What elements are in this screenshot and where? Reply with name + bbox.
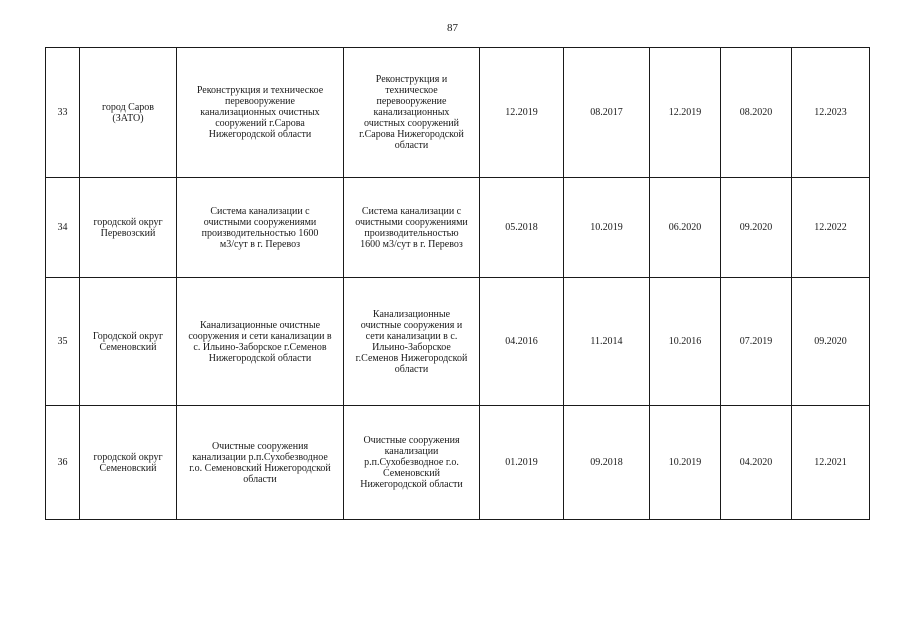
municipality-cell: Городской округ Семеновский [80,278,177,406]
date-cell: 07.2019 [721,278,792,406]
object-name-secondary-cell: Система канализации с очистными сооружениями производительностью 1600 м3/сут в г. Перевоз [344,178,480,278]
data-table [45,47,870,520]
date-cell: 08.2020 [721,48,792,178]
table-row [46,48,870,178]
object-name-secondary-cell: Очистные сооружения канализации р.п.Сухобезводное г.о. Семеновский Нижегородской области [344,406,480,520]
object-name-cell: Канализационные очистные сооружения и сети канализации в с. Ильино-Заборское г.Семенов Нижегородской области [177,278,344,406]
date-cell: 10.2019 [564,178,650,278]
date-cell: 04.2016 [480,278,564,406]
row-number-cell: 33 [46,48,80,178]
date-cell: 09.2018 [564,406,650,520]
date-cell: 10.2016 [650,278,721,406]
date-cell: 10.2019 [650,406,721,520]
object-name-secondary-cell: Канализационные очистные сооружения и сети канализации в с. Ильино-Заборское г.Семенов Нижегородской области [344,278,480,406]
object-name-cell: Реконструкция и техническое перевооружение канализационных очистных сооружений г.Сарова Нижегородской области [177,48,344,178]
date-cell: 12.2019 [480,48,564,178]
date-cell: 12.2019 [650,48,721,178]
object-name-secondary-cell: Реконструкция и техническое перевооружение канализационных очистных сооружений г.Сарова Нижегородской области [344,48,480,178]
municipality-cell: город Саров (ЗАТО) [80,48,177,178]
object-name-cell: Система канализации с очистными сооружениями производительностью 1600 м3/сут в г. Перевоз [177,178,344,278]
date-cell: 01.2019 [480,406,564,520]
date-cell: 11.2014 [564,278,650,406]
table-row [46,178,870,278]
date-cell: 12.2022 [792,178,870,278]
date-cell: 08.2017 [564,48,650,178]
date-cell: 04.2020 [721,406,792,520]
row-number-cell: 36 [46,406,80,520]
table-row [46,406,870,520]
municipality-cell: городской округ Перевозский [80,178,177,278]
date-cell: 12.2023 [792,48,870,178]
municipality-cell: городской округ Семеновский [80,406,177,520]
table-row [46,278,870,406]
date-cell: 06.2020 [650,178,721,278]
page-number: 87 [447,22,458,34]
date-cell: 12.2021 [792,406,870,520]
object-name-cell: Очистные сооружения канализации р.п.Сухобезводное г.о. Семеновский Нижегородской области [177,406,344,520]
row-number-cell: 35 [46,278,80,406]
date-cell: 09.2020 [792,278,870,406]
date-cell: 05.2018 [480,178,564,278]
date-cell: 09.2020 [721,178,792,278]
row-number-cell: 34 [46,178,80,278]
